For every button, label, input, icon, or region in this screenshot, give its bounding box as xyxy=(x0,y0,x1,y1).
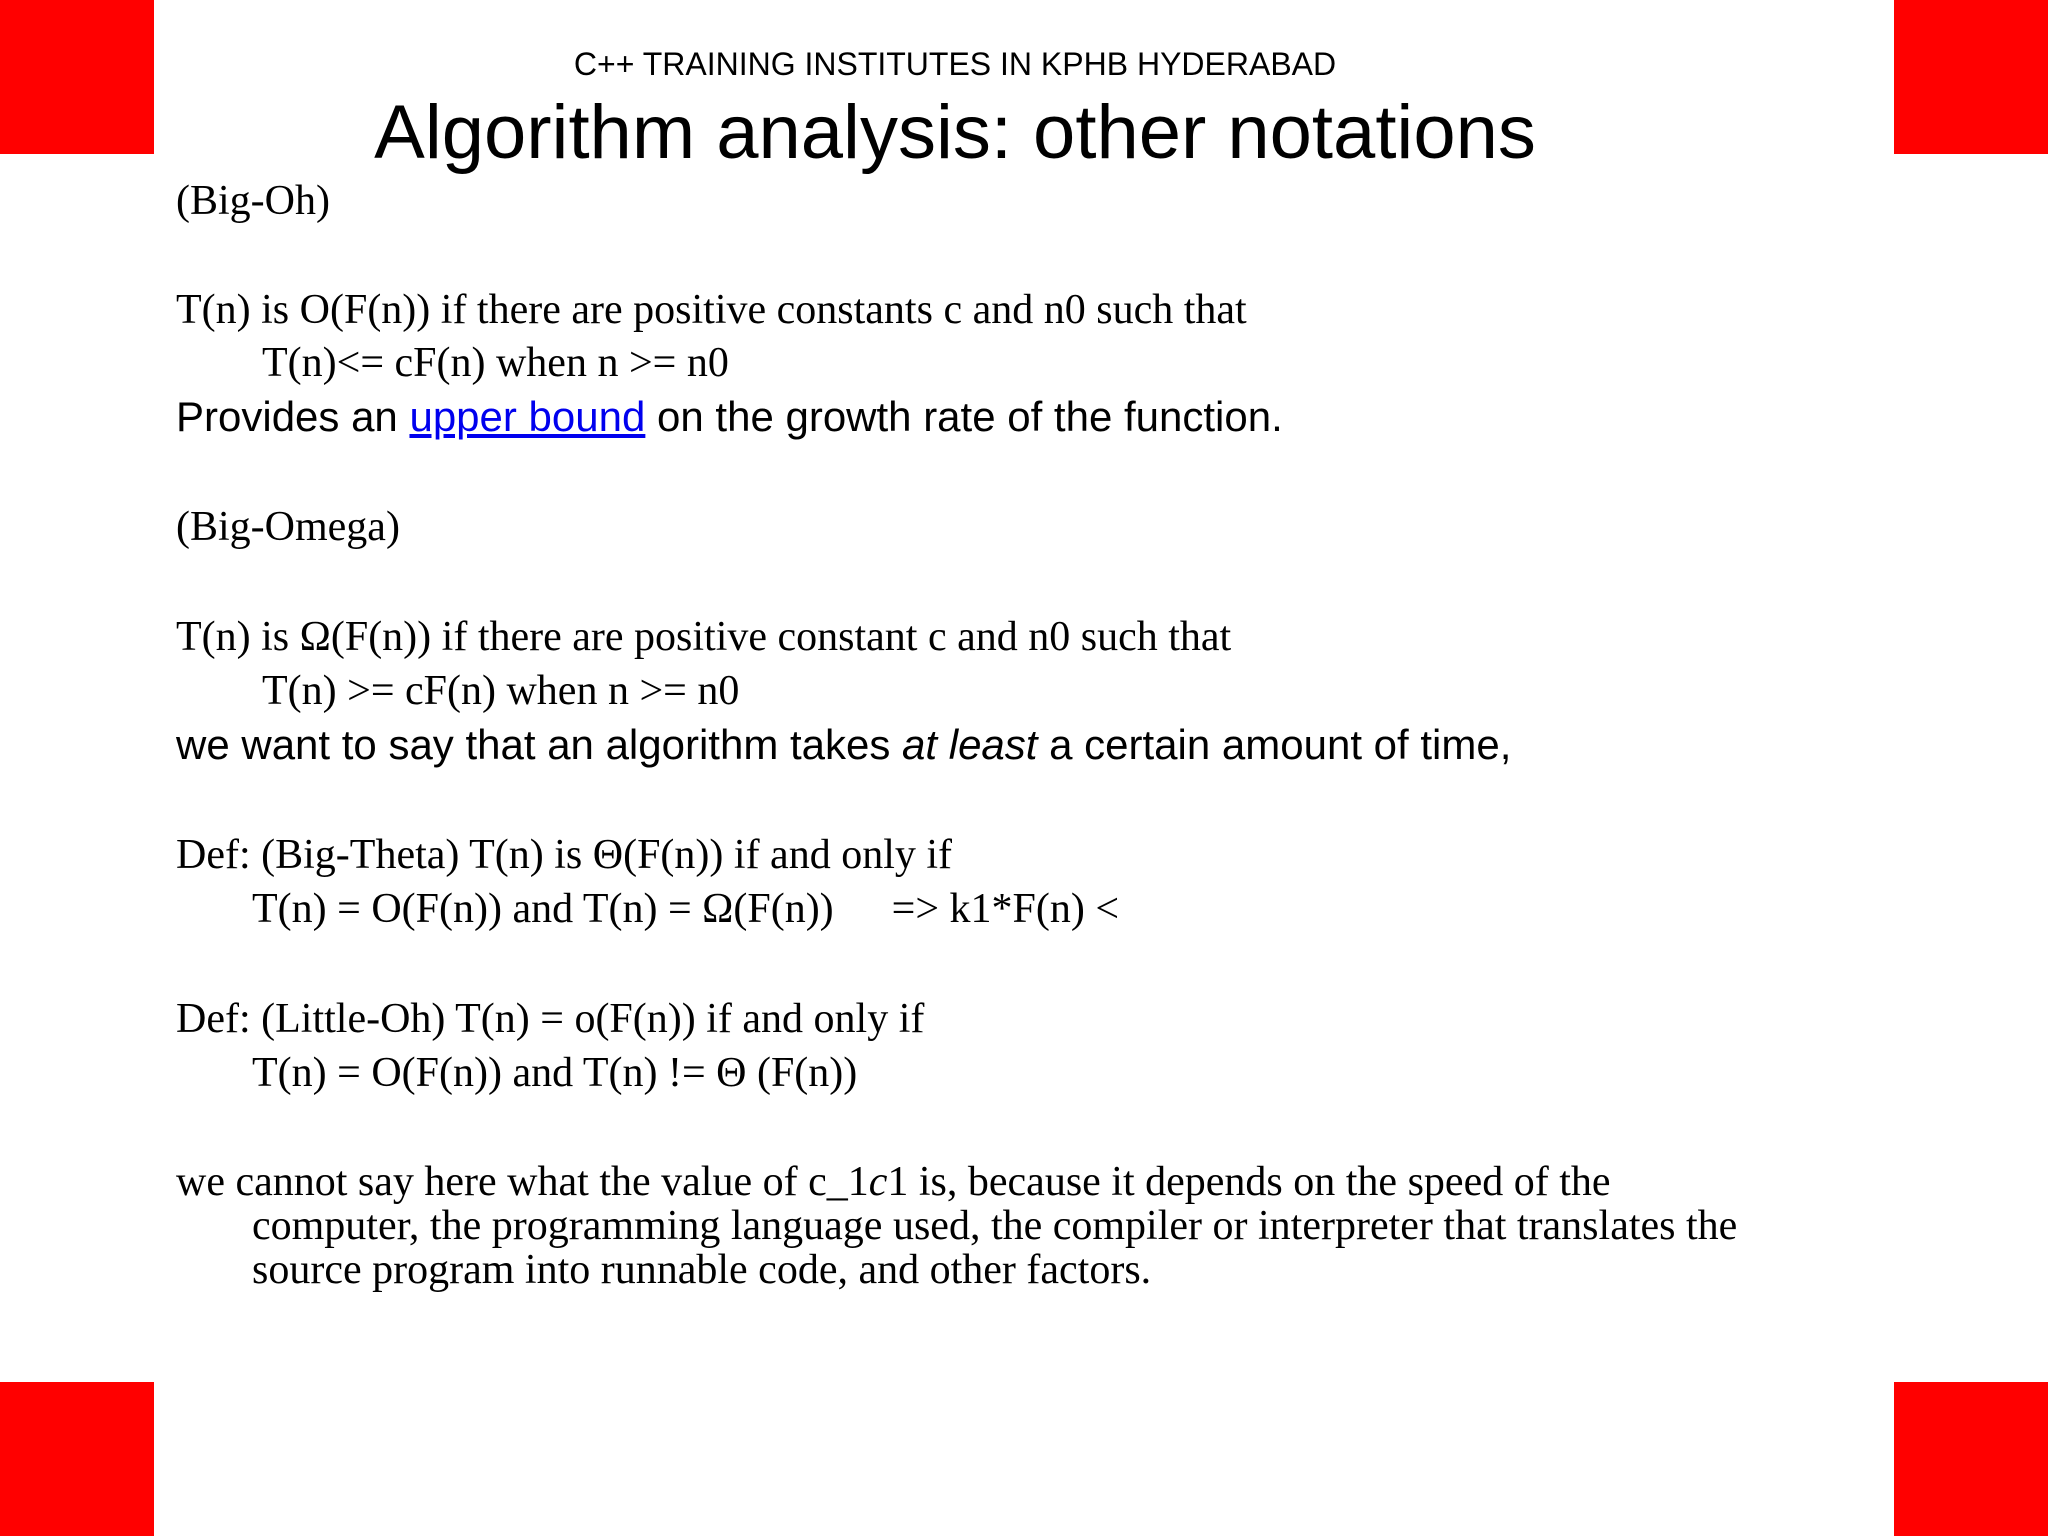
big-oh-definition: T(n) is O(F(n)) if there are positive constants c and n0 such that xyxy=(176,287,1247,333)
upper-bound-link[interactable]: upper bound xyxy=(409,393,646,440)
corner-decoration-bottom-right xyxy=(1894,1382,2048,1536)
big-theta-definition: Def: (Big-Theta) T(n) is Θ(F(n)) if and only if xyxy=(176,832,953,878)
big-oh-note-suffix: on the growth rate of the function. xyxy=(645,393,1283,440)
big-oh-note-prefix: Provides an xyxy=(176,393,410,440)
big-omega-definition: T(n) is Ω(F(n)) if there are positive constant c and n0 such that xyxy=(176,614,1232,660)
big-oh-label: (Big-Oh) xyxy=(176,178,330,224)
big-oh-condition: T(n)<= cF(n) when n >= n0 xyxy=(262,340,729,386)
closing-line-2: computer, the programming language used, the compiler or interpreter that translates the xyxy=(252,1203,1738,1249)
little-oh-condition: T(n) = O(F(n)) and T(n) != Θ (F(n)) xyxy=(252,1050,858,1096)
big-omega-note-suffix: a certain amount of time, xyxy=(1037,721,1512,768)
little-oh-definition: Def: (Little-Oh) T(n) = o(F(n)) if and only if xyxy=(176,996,925,1042)
corner-decoration-top-right xyxy=(1894,0,2048,154)
closing-line-1-prefix: we cannot say here what the value of c_1 xyxy=(176,1159,869,1205)
big-omega-note-prefix: we want to say that an algorithm takes xyxy=(176,721,903,768)
big-theta-implication: => k1*F(n) < xyxy=(891,886,1120,932)
closing-line-3: source program into runnable code, and other factors. xyxy=(252,1247,1152,1293)
big-omega-label: (Big-Omega) xyxy=(176,504,400,550)
corner-decoration-bottom-left xyxy=(0,1382,154,1536)
big-theta-condition-line xyxy=(252,884,1119,934)
slide-header: C++ TRAINING INSTITUTES IN KPHB HYDERABAD xyxy=(573,46,1337,82)
closing-line-1-suffix: 1 is, because it depends on the speed of the xyxy=(887,1159,1611,1205)
big-omega-note-emphasis: at least xyxy=(902,721,1038,768)
big-theta-condition: T(n) = O(F(n)) and T(n) = Ω(F(n)) xyxy=(252,886,834,932)
big-oh-note xyxy=(176,392,1283,442)
big-omega-condition: T(n) >= cF(n) when n >= n0 xyxy=(262,668,740,714)
closing-paragraph xyxy=(176,1160,1876,1292)
slide-title: Algorithm analysis: other notations xyxy=(374,90,1536,175)
big-omega-note xyxy=(176,720,1511,770)
closing-line-1 xyxy=(176,1159,1611,1205)
closing-line-1-italic: c xyxy=(868,1159,888,1205)
